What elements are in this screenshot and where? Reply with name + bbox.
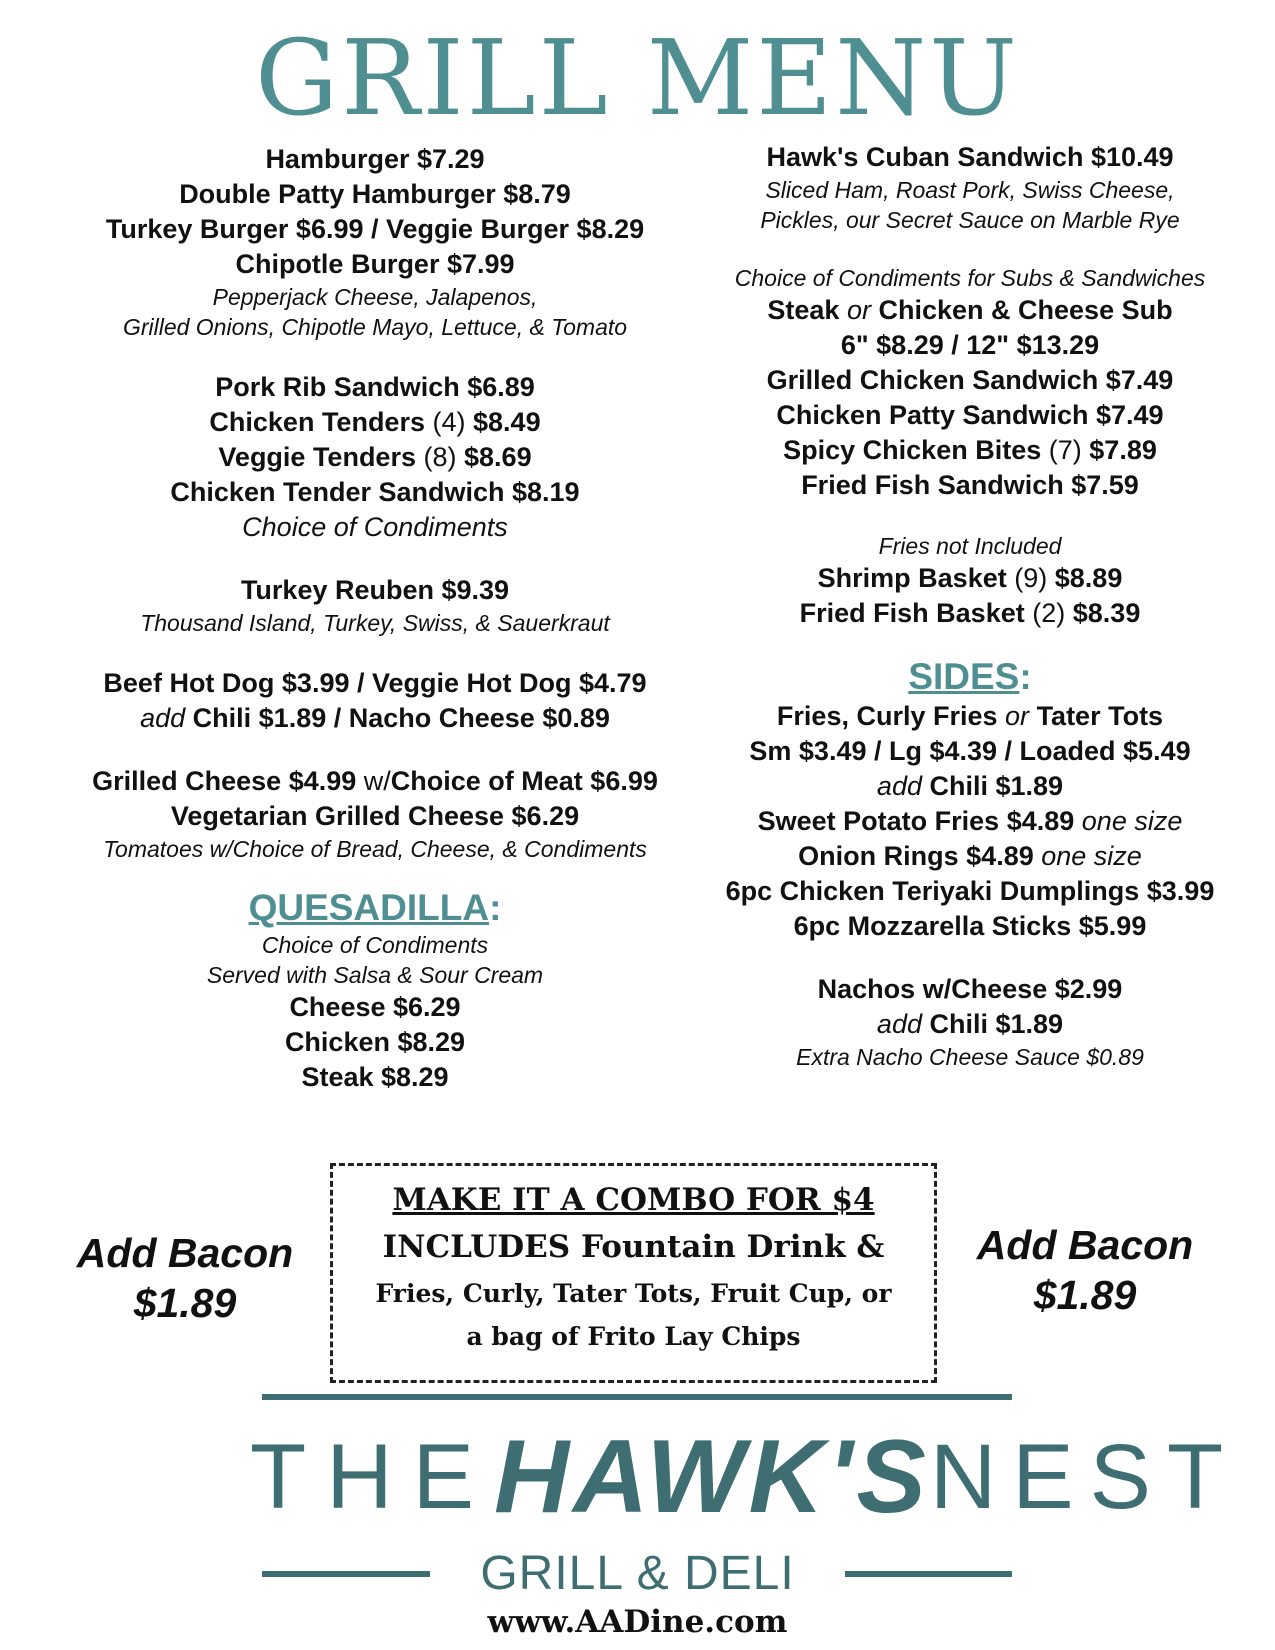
item-count: (7) (1048, 435, 1082, 465)
item-text: Sweet Potato Fries $4.89 (757, 806, 1075, 836)
item-text-b: Choice of Meat $6.99 (390, 766, 658, 796)
brand-nest: NEST (929, 1425, 1240, 1528)
quesadilla-colon: : (489, 887, 502, 928)
choice-of-condiments-note: Choice of Condiments (242, 512, 508, 542)
sides-colon: : (1019, 656, 1032, 697)
item-price: $8.39 (1072, 598, 1141, 628)
add-prefix: add (876, 771, 922, 801)
menu-item-onion-rings (690, 839, 1250, 874)
left-column (30, 142, 720, 1095)
brand-subtitle: GRILL & DELI (480, 1547, 795, 1600)
logo-top-rule (262, 1394, 1012, 1400)
item-text-a: Steak (767, 295, 840, 325)
item-price: $8.49 (473, 407, 541, 437)
logo-right-rule (845, 1571, 1012, 1577)
menu-item-double-patty: Double Patty Hamburger $8.79 (179, 179, 571, 209)
item-text-a: Fries, Curly Fries (776, 701, 998, 731)
menu-title: GRILL MENU (255, 17, 1020, 139)
item-count: (2) (1032, 598, 1066, 628)
item-name: Veggie Tenders (218, 442, 416, 472)
combo-options-1: Fries, Curly, Tater Tots, Fruit Cup, or (375, 1279, 892, 1308)
size-note: one size (1041, 841, 1142, 871)
addon-text: Chili $1.89 (929, 771, 1064, 801)
subs-condiments-note: Choice of Condiments for Subs & Sandwiches (734, 265, 1206, 291)
cuban-description-1: Sliced Ham, Roast Pork, Swiss Cheese, (765, 177, 1175, 203)
fries-addon (690, 769, 1250, 804)
menu-item-fried-fish-sandwich: Fried Fish Sandwich $7.59 (801, 470, 1139, 500)
item-or: or (846, 295, 871, 325)
combo-options-2: a bag of Frito Lay Chips (466, 1322, 801, 1351)
menu-item-grilled-chicken: Grilled Chicken Sandwich $7.49 (766, 365, 1174, 395)
menu-item-turkey-veggie-burger: Turkey Burger $6.99 / Veggie Burger $8.29 (105, 214, 645, 244)
fries-prices: Sm $3.49 / Lg $4.39 / Loaded $5.49 (749, 736, 1191, 766)
quesadilla-description-2: Served with Salsa & Sour Cream (206, 962, 544, 988)
sub-sizes: 6" $8.29 / 12" $13.29 (840, 330, 1100, 360)
item-name: Fried Fish Basket (799, 598, 1025, 628)
item-text-a: Grilled Cheese $4.99 (92, 766, 357, 796)
addon-text: Chili $1.89 (929, 1009, 1064, 1039)
size-note: one size (1081, 806, 1183, 836)
add-prefix: add (140, 703, 186, 733)
sides-heading (690, 655, 1250, 699)
menu-item-turkey-reuben: Turkey Reuben $9.39 (240, 575, 510, 605)
menu-item-veggie-tenders (30, 440, 720, 475)
menu-item-chicken-patty: Chicken Patty Sandwich $7.49 (776, 400, 1164, 430)
combo-title: MAKE IT A COMBO FOR $4 (392, 1182, 875, 1218)
menu-item-spicy-chicken-bites (690, 433, 1250, 468)
cuban-description-2: Pickles, our Secret Sauce on Marble Rye (760, 207, 1180, 233)
item-price: $8.69 (464, 442, 532, 472)
item-price: $7.89 (1089, 435, 1157, 465)
menu-item-chipotle-burger: Chipotle Burger $7.99 (235, 249, 515, 279)
addon-text: Chili $1.89 / Nacho Cheese $0.89 (192, 703, 610, 733)
item-with: w/ (363, 766, 391, 796)
menu-item-grilled-cheese (30, 764, 720, 799)
item-text-b: Chicken & Cheese Sub (878, 295, 1173, 325)
menu-item-vegetarian-grilled-cheese: Vegetarian Grilled Cheese $6.29 (170, 801, 580, 831)
menu-item-chicken-tender-sandwich: Chicken Tender Sandwich $8.19 (170, 477, 580, 507)
menu-item-pork-rib: Pork Rib Sandwich $6.89 (215, 372, 535, 402)
right-column (690, 140, 1250, 1072)
menu-item-fried-fish-basket (690, 596, 1250, 631)
menu-item-dumplings: 6pc Chicken Teriyaki Dumplings $3.99 (725, 876, 1215, 906)
menu-item-quesadilla-cheese: Cheese $6.29 (289, 992, 461, 1022)
item-count: (4) (432, 407, 466, 437)
menu-item-mozzarella-sticks: 6pc Mozzarella Sticks $5.99 (793, 911, 1147, 941)
item-price: $8.89 (1054, 563, 1123, 593)
item-name: Shrimp Basket (817, 563, 1007, 593)
extra-nacho-cheese: Extra Nacho Cheese Sauce $0.89 (796, 1044, 1144, 1070)
menu-item-steak-chicken-sub (690, 293, 1250, 328)
quesadilla-heading-text: QUESADILLA (248, 887, 490, 928)
menu-item-sweet-potato-fries (690, 804, 1250, 839)
quesadilla-heading (30, 886, 720, 930)
add-bacon-label: Add Bacon (76, 1230, 294, 1276)
add-bacon-left (45, 1228, 325, 1328)
add-bacon-right (945, 1220, 1225, 1320)
item-name: Spicy Chicken Bites (783, 435, 1042, 465)
add-bacon-label: Add Bacon (976, 1222, 1194, 1268)
fries-not-included-note: Fries not Included (878, 533, 1062, 559)
item-count: (9) (1014, 563, 1048, 593)
item-text-b: Tater Tots (1036, 701, 1164, 731)
nachos-addon (690, 1007, 1250, 1042)
quesadilla-description-1: Choice of Condiments (261, 932, 489, 958)
combo-includes: INCLUDES Fountain Drink & (382, 1229, 885, 1265)
item-or: or (1005, 701, 1030, 731)
add-prefix: add (876, 1009, 922, 1039)
combo-box (330, 1163, 937, 1383)
sides-heading-text: SIDES (908, 656, 1020, 697)
hot-dog-addons (30, 701, 720, 736)
reuben-description: Thousand Island, Turkey, Swiss, & Sauerkraut (140, 610, 610, 636)
menu-item-hot-dog: Beef Hot Dog $3.99 / Veggie Hot Dog $4.79 (103, 668, 647, 698)
brand-the: THE (250, 1425, 494, 1528)
item-name: Chicken Tenders (209, 407, 425, 437)
menu-item-chicken-tenders (30, 405, 720, 440)
logo-left-rule (262, 1571, 430, 1577)
item-count: (8) (423, 442, 457, 472)
brand-hawks: HAWK'S (494, 1418, 930, 1535)
add-bacon-price: $1.89 (1033, 1272, 1137, 1318)
website-url: www.AADine.com (487, 1604, 788, 1640)
menu-item-quesadilla-steak: Steak $8.29 (301, 1062, 449, 1092)
menu-item-cuban: Hawk's Cuban Sandwich $10.49 (766, 142, 1174, 172)
chipotle-description-1: Pepperjack Cheese, Jalapenos, (212, 284, 538, 310)
chipotle-description-2: Grilled Onions, Chipotle Mayo, Lettuce, & Tomato (122, 314, 628, 340)
brand-logo (250, 1418, 1240, 1535)
grilled-cheese-description: Tomatoes w/Choice of Bread, Cheese, & Condiments (103, 836, 647, 862)
menu-item-fries (690, 699, 1250, 734)
menu-item-nachos: Nachos w/Cheese $2.99 (817, 974, 1123, 1004)
item-text: Onion Rings $4.89 (798, 841, 1034, 871)
menu-item-shrimp-basket (690, 561, 1250, 596)
add-bacon-price: $1.89 (133, 1280, 237, 1326)
menu-item-hamburger: Hamburger $7.29 (265, 144, 485, 174)
menu-item-quesadilla-chicken: Chicken $8.29 (284, 1027, 466, 1057)
